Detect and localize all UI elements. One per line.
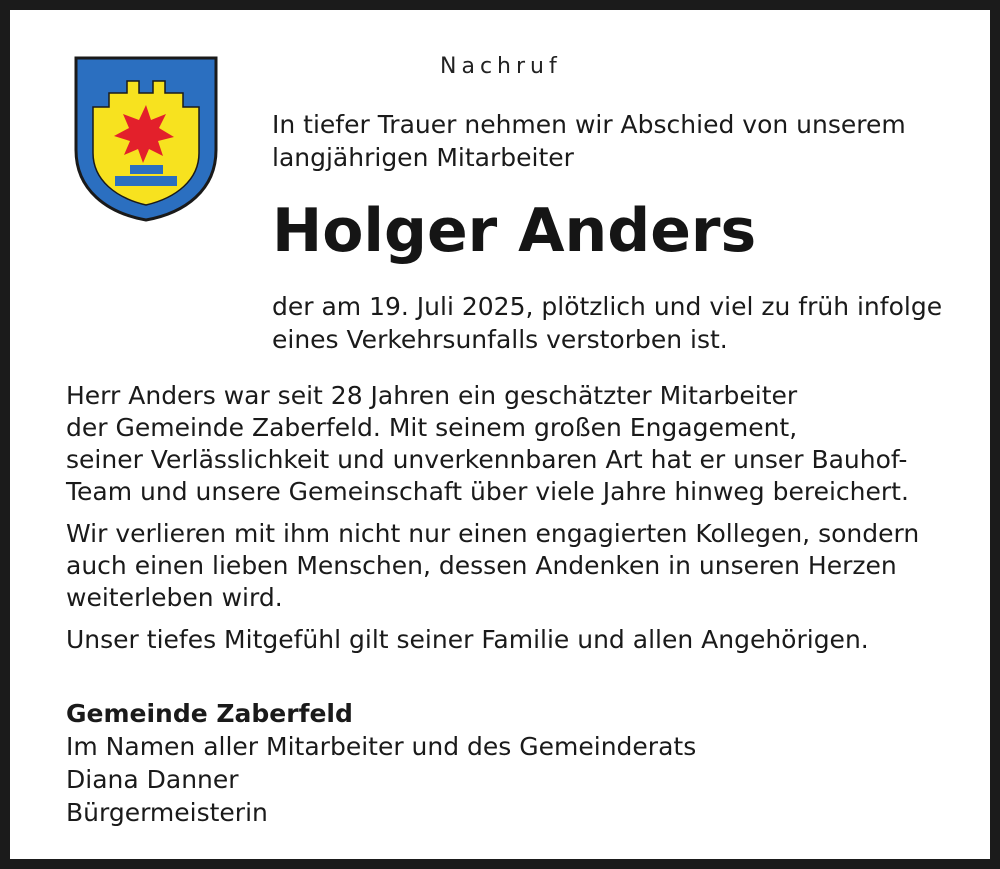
signature-line: Im Namen aller Mitarbeiter und des Gemeinderats xyxy=(66,732,697,761)
body-line: Wir verlieren mit ihm nicht nur einen engagierten Kollegen, sondern xyxy=(66,519,920,548)
signature-block xyxy=(66,697,866,829)
body-paragraph xyxy=(66,624,966,656)
intro-line: In tiefer Trauer nehmen wir Abschied von unserem xyxy=(272,110,906,139)
deceased-name: Holger Anders xyxy=(272,196,757,266)
death-notice xyxy=(272,290,982,356)
coat-of-arms-icon xyxy=(73,55,219,223)
body-line: seiner Verlässlichkeit und unverkennbaren Art hat er unser Bauhof- xyxy=(66,445,908,474)
body-line: Herr Anders war seit 28 Jahren ein geschätzter Mitarbeiter xyxy=(66,381,798,410)
body-line: Unser tiefes Mitgefühl gilt seiner Familie und allen Angehörigen. xyxy=(66,625,869,654)
obituary-body xyxy=(66,380,966,666)
page-title: Nachruf xyxy=(440,54,562,79)
body-line: weiterleben wird. xyxy=(66,583,283,612)
intro-text xyxy=(272,108,972,174)
crest-brick-top xyxy=(130,165,163,174)
body-line: Team und unsere Gemeinschaft über viele Jahre hinweg bereichert. xyxy=(66,477,909,506)
death-notice-line: der am 19. Juli 2025, plötzlich und viel zu früh infolge xyxy=(272,292,943,321)
body-line: auch einen lieben Menschen, dessen Andenken in unseren Herzen xyxy=(66,551,897,580)
signature-title: Bürgermeisterin xyxy=(66,798,268,827)
body-paragraph xyxy=(66,380,966,508)
crest-brick-bottom xyxy=(115,176,177,186)
signature-name: Diana Danner xyxy=(66,765,239,794)
body-line: der Gemeinde Zaberfeld. Mit seinem großen Engagement, xyxy=(66,413,798,442)
body-paragraph xyxy=(66,518,966,614)
death-notice-line: eines Verkehrsunfalls verstorben ist. xyxy=(272,325,728,354)
signature-organization: Gemeinde Zaberfeld xyxy=(66,699,353,728)
intro-line: langjährigen Mitarbeiter xyxy=(272,143,574,172)
